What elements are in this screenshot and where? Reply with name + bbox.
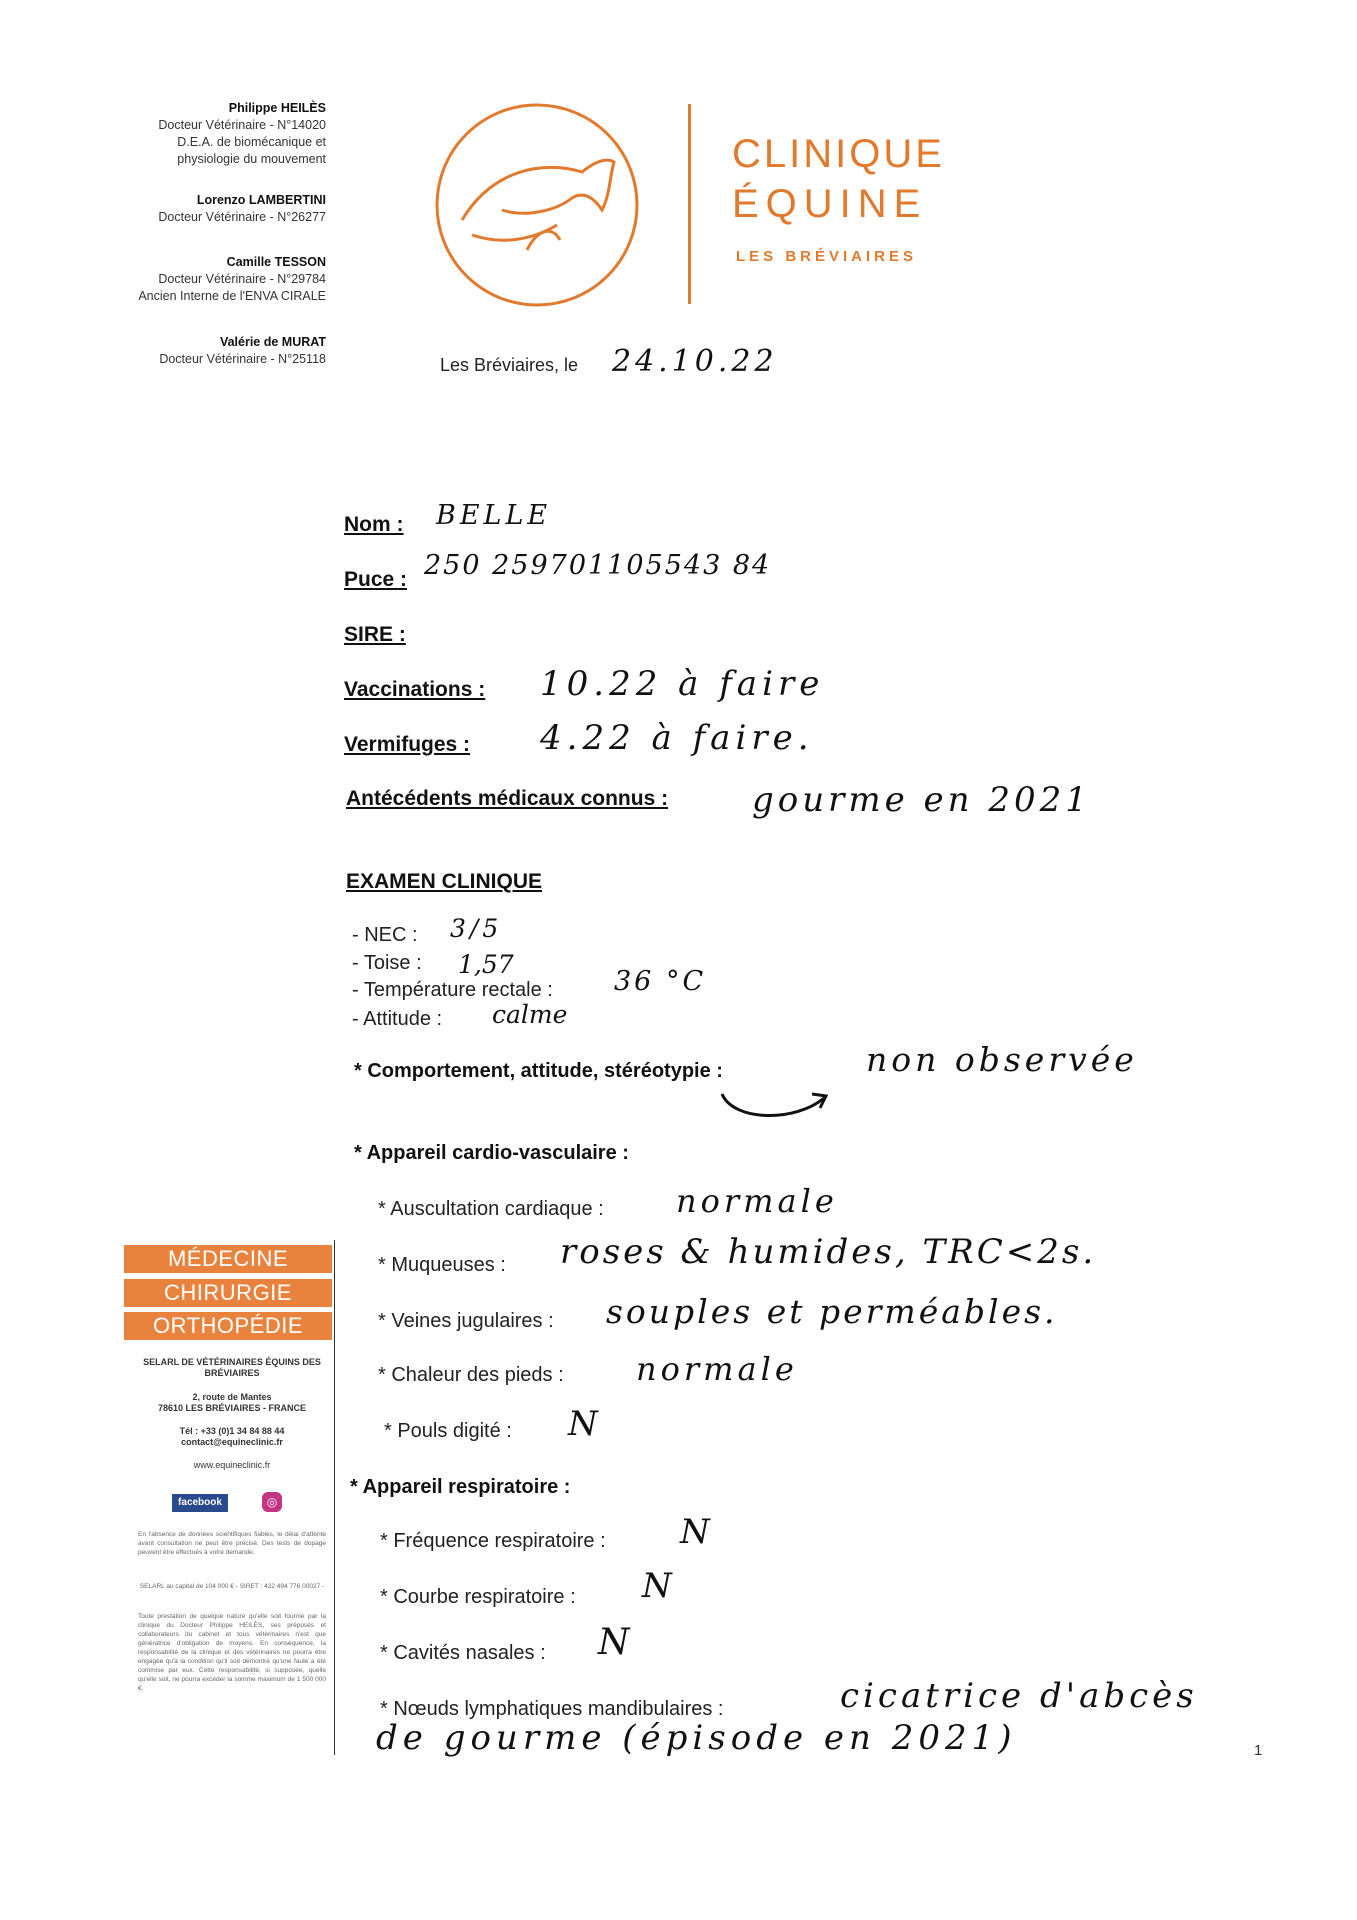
sidebar-divider (334, 1240, 335, 1755)
tag-medecine: MÉDECINE (124, 1245, 332, 1273)
vet-line: Ancien Interne de l'ENVA CIRALE (138, 289, 326, 303)
disclaimer-doping: En l'absence de données scientifiques fiables, le délai d'attente avant consultation ne peut être précisé. Des tests de dopage peuvent être effectués à votre demande. (138, 1531, 326, 1556)
website[interactable]: www.equineclinic.fr (193, 1460, 271, 1470)
courbe-value: N (642, 1566, 672, 1606)
veines-label: * Veines jugulaires : (378, 1310, 554, 1332)
pouls-value: N (568, 1404, 598, 1444)
vermifuges-value: 4.22 à faire. (540, 718, 814, 758)
cavites-label: * Cavités nasales : (380, 1642, 546, 1664)
nom-value: BELLE (436, 500, 552, 531)
tag-chirurgie: CHIRURGIE (124, 1279, 332, 1307)
vet-name: Valérie de MURAT (219, 335, 326, 349)
clinic-logo-horse-icon (432, 100, 642, 310)
vet-line: Docteur Vétérinaire - N°14020 (158, 118, 326, 132)
handwritten-date: 24.10.22 (612, 344, 778, 379)
pouls-label: * Pouls digité : (384, 1420, 512, 1442)
vermifuges-label: Vermifuges : (344, 733, 471, 756)
vet-philippe (158, 100, 326, 168)
address-line1: 2, route de Mantes (192, 1392, 272, 1402)
brand-divider (688, 104, 691, 304)
frequence-label: * Fréquence respiratoire : (380, 1530, 606, 1552)
vet-valerie (159, 334, 326, 368)
cavites-value: N (598, 1622, 630, 1663)
brand-line1: CLINIQUE (732, 132, 945, 176)
disclaimer-liability: Toute prestation de quelque nature qu'elle soit fournie par la clinique du Docteur Philippe HEILÈS, ses préposés et collaborateurs du cabinet et tous vétérinaires n'est que génératrice d'obligation de moyens. En conséquence, la responsabilité de la clinique et des vétérinaires ne pourra être engagée qu'à la condition qu'il soit démontré qu'une faute a été commise par eux. Cette responsabilité, si supposée, quelle qu'elle soit, ne pourra excéder la somme maximum de 1 500 000 €. (138, 1613, 326, 1692)
frequence-value: N (680, 1512, 710, 1552)
vet-line: D.E.A. de biomécanique et (177, 135, 326, 149)
temperature-value: 36 °C (614, 966, 707, 997)
antecedents-value: gourme en 2021 (752, 780, 1091, 820)
noeuds-label: * Nœuds lymphatiques mandibulaires : (380, 1698, 724, 1720)
nec-value: 3/5 (450, 914, 503, 943)
curved-arrow-icon (716, 1074, 832, 1124)
muqueuses-value: roses & humides, TRC<2s. (560, 1232, 1097, 1272)
email[interactable]: contact@equineclinic.fr (181, 1437, 283, 1447)
brand-line3: LES BRÉVIAIRES (736, 248, 918, 265)
respiratoire-label: * Appareil respiratoire : (350, 1476, 571, 1498)
company-name: SELARL DE VÉTÉRINAIRES ÉQUINS DES BRÉVIAIRES (143, 1357, 321, 1378)
vet-lorenzo (158, 192, 326, 226)
cardio-label: * Appareil cardio-vasculaire : (354, 1142, 629, 1164)
puce-label: Puce : (344, 568, 408, 591)
chaleur-label: * Chaleur des pieds : (378, 1364, 564, 1386)
tag-orthopedie: ORTHOPÉDIE (124, 1312, 332, 1340)
vet-line: Docteur Vétérinaire - N°26277 (158, 210, 326, 224)
phone: Tél : +33 (0)1 34 84 88 44 (179, 1426, 285, 1436)
temperature-label: - Température rectale : (352, 979, 553, 1001)
attitude-value: calme (492, 1000, 568, 1029)
sire-label: SIRE : (344, 623, 406, 646)
noeuds-value-continued: de gourme (épisode en 2021) (376, 1718, 1017, 1758)
vet-name: Camille TESSON (226, 255, 326, 269)
muqueuses-label: * Muqueuses : (378, 1254, 506, 1276)
place-label: Les Bréviaires, le (440, 355, 579, 375)
instagram-icon[interactable]: ◎ (262, 1492, 282, 1512)
vaccinations-value: 10.22 à faire (540, 664, 825, 704)
attitude-label: - Attitude : (352, 1008, 443, 1030)
vet-name: Philippe HEILÈS (228, 101, 326, 115)
courbe-label: * Courbe respiratoire : (380, 1586, 576, 1608)
vaccinations-label: Vaccinations : (344, 678, 486, 701)
vet-line: physiologie du mouvement (177, 152, 326, 166)
nec-label: - NEC : (352, 924, 418, 946)
toise-label: - Toise : (352, 952, 422, 974)
vet-name: Lorenzo LAMBERTINI (196, 193, 326, 207)
vet-line: Docteur Vétérinaire - N°25118 (159, 352, 326, 366)
veines-value: souples et perméables. (606, 1292, 1058, 1331)
page-number: 1 (1254, 1742, 1263, 1759)
capital-info: SELARL au capital de 104 000 € - SIRET : 422 494 776 00027 - (139, 1583, 325, 1590)
vet-camille (138, 254, 326, 305)
comportement-label: * Comportement, attitude, stéréotypie : (354, 1060, 723, 1082)
antecedents-label: Antécédents médicaux connus : (346, 787, 669, 810)
address-line2: 78610 LES BRÉVIAIRES - FRANCE (157, 1403, 307, 1413)
brand-line2: ÉQUINE (732, 182, 928, 226)
toise-value: 1,57 (458, 950, 514, 979)
noeuds-value: cicatrice d'abcès (840, 1676, 1198, 1716)
nom-label: Nom : (344, 513, 404, 536)
comportement-value: non observée (866, 1040, 1138, 1079)
auscultation-value: normale (676, 1182, 838, 1220)
facebook-icon[interactable]: facebook (172, 1494, 228, 1512)
puce-value: 250 259701105543 84 (424, 550, 772, 581)
chaleur-value: normale (636, 1350, 798, 1388)
auscultation-label: * Auscultation cardiaque : (378, 1198, 604, 1220)
vet-line: Docteur Vétérinaire - N°29784 (158, 272, 326, 286)
exam-title: EXAMEN CLINIQUE (346, 870, 543, 893)
